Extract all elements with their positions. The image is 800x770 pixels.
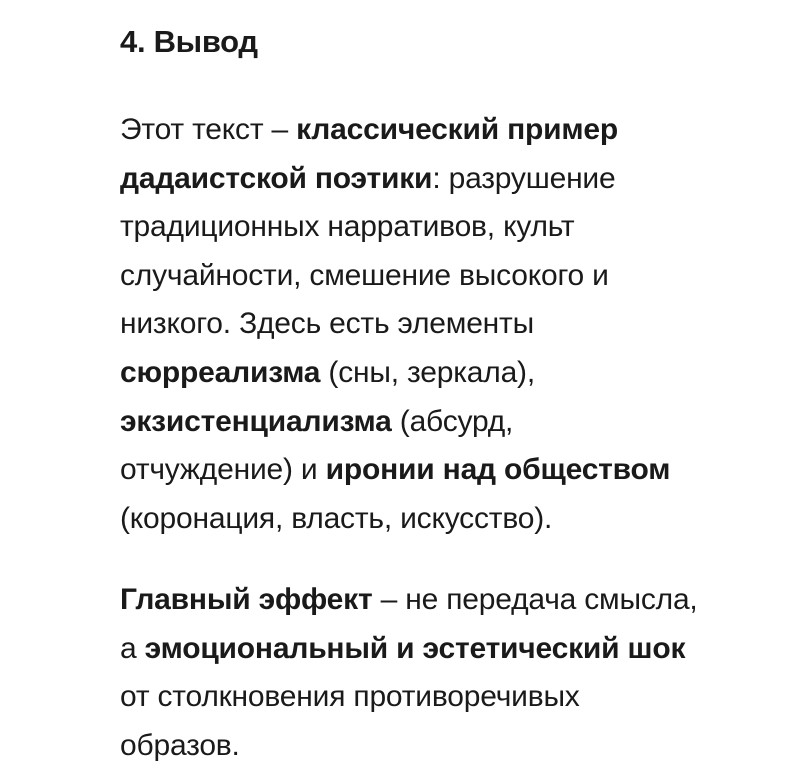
text-line: низкого. Здесь есть элементы bbox=[120, 307, 534, 341]
text-line: отчуждение) и иронии над обществом bbox=[120, 453, 671, 487]
text-line: случайности, смешение высокого и bbox=[120, 258, 609, 292]
text-line: дадаистской поэтики: разрушение bbox=[120, 161, 616, 195]
bold-phrase: классический пример bbox=[296, 113, 618, 146]
section-heading: 4. Вывод bbox=[120, 24, 258, 59]
text-line: традиционных нарративов, культ bbox=[120, 210, 575, 244]
text-line: от столкновения противоречивых bbox=[120, 680, 580, 714]
bold-phrase: сюрреализма bbox=[120, 355, 321, 389]
text-line: экзистенциализма (абсурд, bbox=[120, 404, 514, 438]
bold-phrase: дадаистской поэтики bbox=[120, 161, 433, 195]
bold-phrase: Главный эффект bbox=[120, 583, 373, 616]
text-line: образов. bbox=[120, 728, 240, 762]
effect-paragraph bbox=[120, 576, 698, 770]
text-line: Этот текст – классический пример bbox=[120, 113, 618, 146]
text-line: (коронация, власть, искусство). bbox=[120, 501, 553, 535]
bold-phrase: эмоциональный и эстетический шок bbox=[144, 631, 686, 665]
bold-phrase: экзистенциализма bbox=[120, 404, 392, 438]
text-line: сюрреализма (сны, зеркала), bbox=[120, 355, 535, 389]
bold-phrase: иронии над обществом bbox=[325, 453, 671, 487]
text-line: а эмоциональный и эстетический шок bbox=[120, 631, 686, 665]
conclusion-paragraph bbox=[120, 106, 670, 543]
text-line: Главный эффект – не передача смысла, bbox=[120, 583, 698, 616]
